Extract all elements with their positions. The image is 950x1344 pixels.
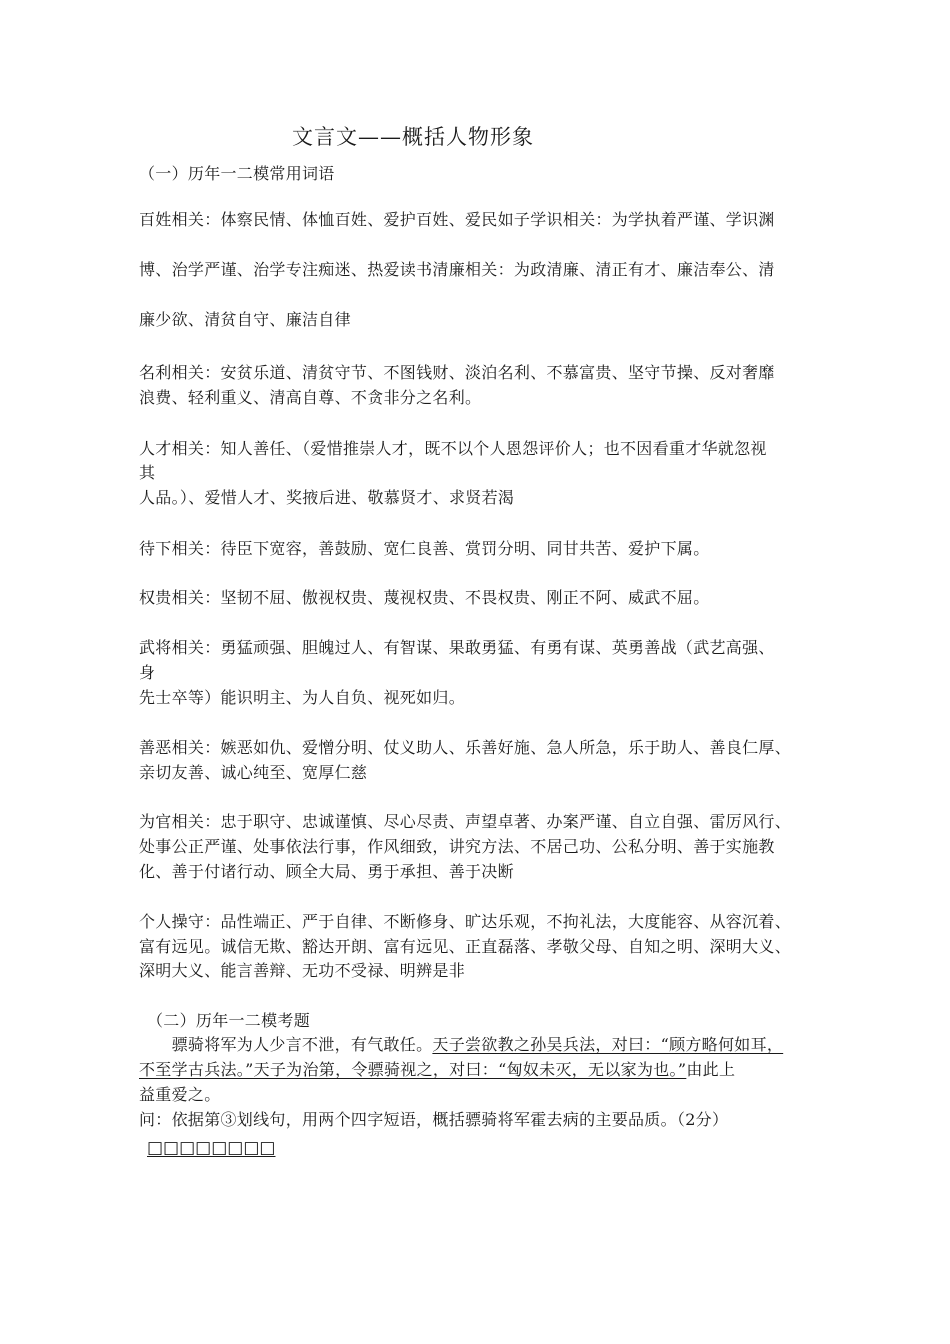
passage-line-1 <box>139 1035 783 1055</box>
page-title: 文言文——概括人物形象 <box>292 125 534 149</box>
text-line: 身 <box>139 663 156 682</box>
passage-line-3: 益重爱之。 <box>139 1085 221 1104</box>
text-line: 其 <box>139 463 156 482</box>
answer-boxes[interactable]: □□□□□□□□ <box>147 1138 276 1158</box>
text-line: 百姓相关：体察民情、体恤百姓、爱护百姓、爱民如子学识相关：为学执着严谨、学识渊 <box>139 210 775 229</box>
text-line: 待下相关：待臣下宽容，善鼓励、宽仁良善、赏罚分明、同甘共苦、爱护下属。 <box>139 539 710 558</box>
text-line: 个人操守：品性端正、严于自律、不断修身、旷达乐观，不拘礼法，大度能容、从容沉着、 <box>139 912 792 931</box>
underlined-sentence: 天子尝欲教之孙吴兵法，对曰：“顾方略何如耳， <box>432 1035 784 1054</box>
text-line: 博、治学严谨、治学专注痴迷、热爱读书清廉相关：为政清廉、清正有才、廉洁奉公、清 <box>139 260 775 279</box>
underlined-sentence: 不至学古兵法。”天子为治第，令骠骑视之，对曰：“匈奴未灭，无以家为也。” <box>139 1060 687 1079</box>
section-heading-2: （二）历年一二模考题 <box>147 1011 311 1030</box>
text-line: 处事公正严谨、处事依法行事，作风细致，讲究方法、不居己功、公私分明、善于实施教 <box>139 837 775 856</box>
question-text: 问：依据第③划线句，用两个四字短语，概括骠骑将军霍去病的主要品质。（2分） <box>139 1110 729 1129</box>
passage-plain-text: 由此上 <box>686 1060 736 1079</box>
text-line: 浪费、轻利重义、清高自尊、不贪非分之名利。 <box>139 388 482 407</box>
text-line: 廉少欲、清贫自守、廉洁自律 <box>139 310 351 329</box>
text-line: 深明大义、能言善辩、无功不受禄、明辨是非 <box>139 961 466 980</box>
text-line: 名利相关：安贫乐道、清贫守节、不图钱财、淡泊名利、不慕富贵、坚守节操、反对奢靡 <box>139 363 775 382</box>
section-heading-1: （一）历年一二模常用词语 <box>139 164 335 183</box>
text-line: 为官相关：忠于职守、忠诚谨慎、尽心尽责、声望卓著、办案严谨、自立自强、雷厉风行、 <box>139 812 792 831</box>
text-line: 人才相关：知人善任、（爱惜推崇人才，既不以个人恩怨评价人；也不因看重才华就忽视 <box>139 439 767 458</box>
passage-line-2 <box>139 1060 735 1080</box>
text-line: 亲切友善、诚心纯至、宽厚仁慈 <box>139 763 368 782</box>
text-line: 人品。）、爱惜人才、奖掖后进、敬慕贤才、求贤若渴 <box>139 488 515 507</box>
text-line: 化、善于付诸行动、顾全大局、勇于承担、善于决断 <box>139 862 514 881</box>
text-line: 善恶相关：嫉恶如仇、爱憎分明、仗义助人、乐善好施、急人所急，乐于助人、善良仁厚、 <box>139 738 792 757</box>
text-line: 权贵相关：坚韧不屈、傲视权贵、蔑视权贵、不畏权贵、刚正不阿、威武不屈。 <box>139 588 710 607</box>
text-line: 武将相关：勇猛顽强、胆魄过人、有智谋、果敢勇猛、有勇有谋、英勇善战（武艺高强、 <box>139 638 775 657</box>
text-line: 富有远见。诚信无欺、豁达开朗、富有远见、正直磊落、孝敬父母、自知之明、深明大义、 <box>139 937 792 956</box>
text-line: 先士卒等）能识明主、为人自负、视死如归。 <box>139 688 466 707</box>
passage-plain-text: 骠骑将军为人少言不泄，有气敢任。 <box>139 1035 433 1054</box>
